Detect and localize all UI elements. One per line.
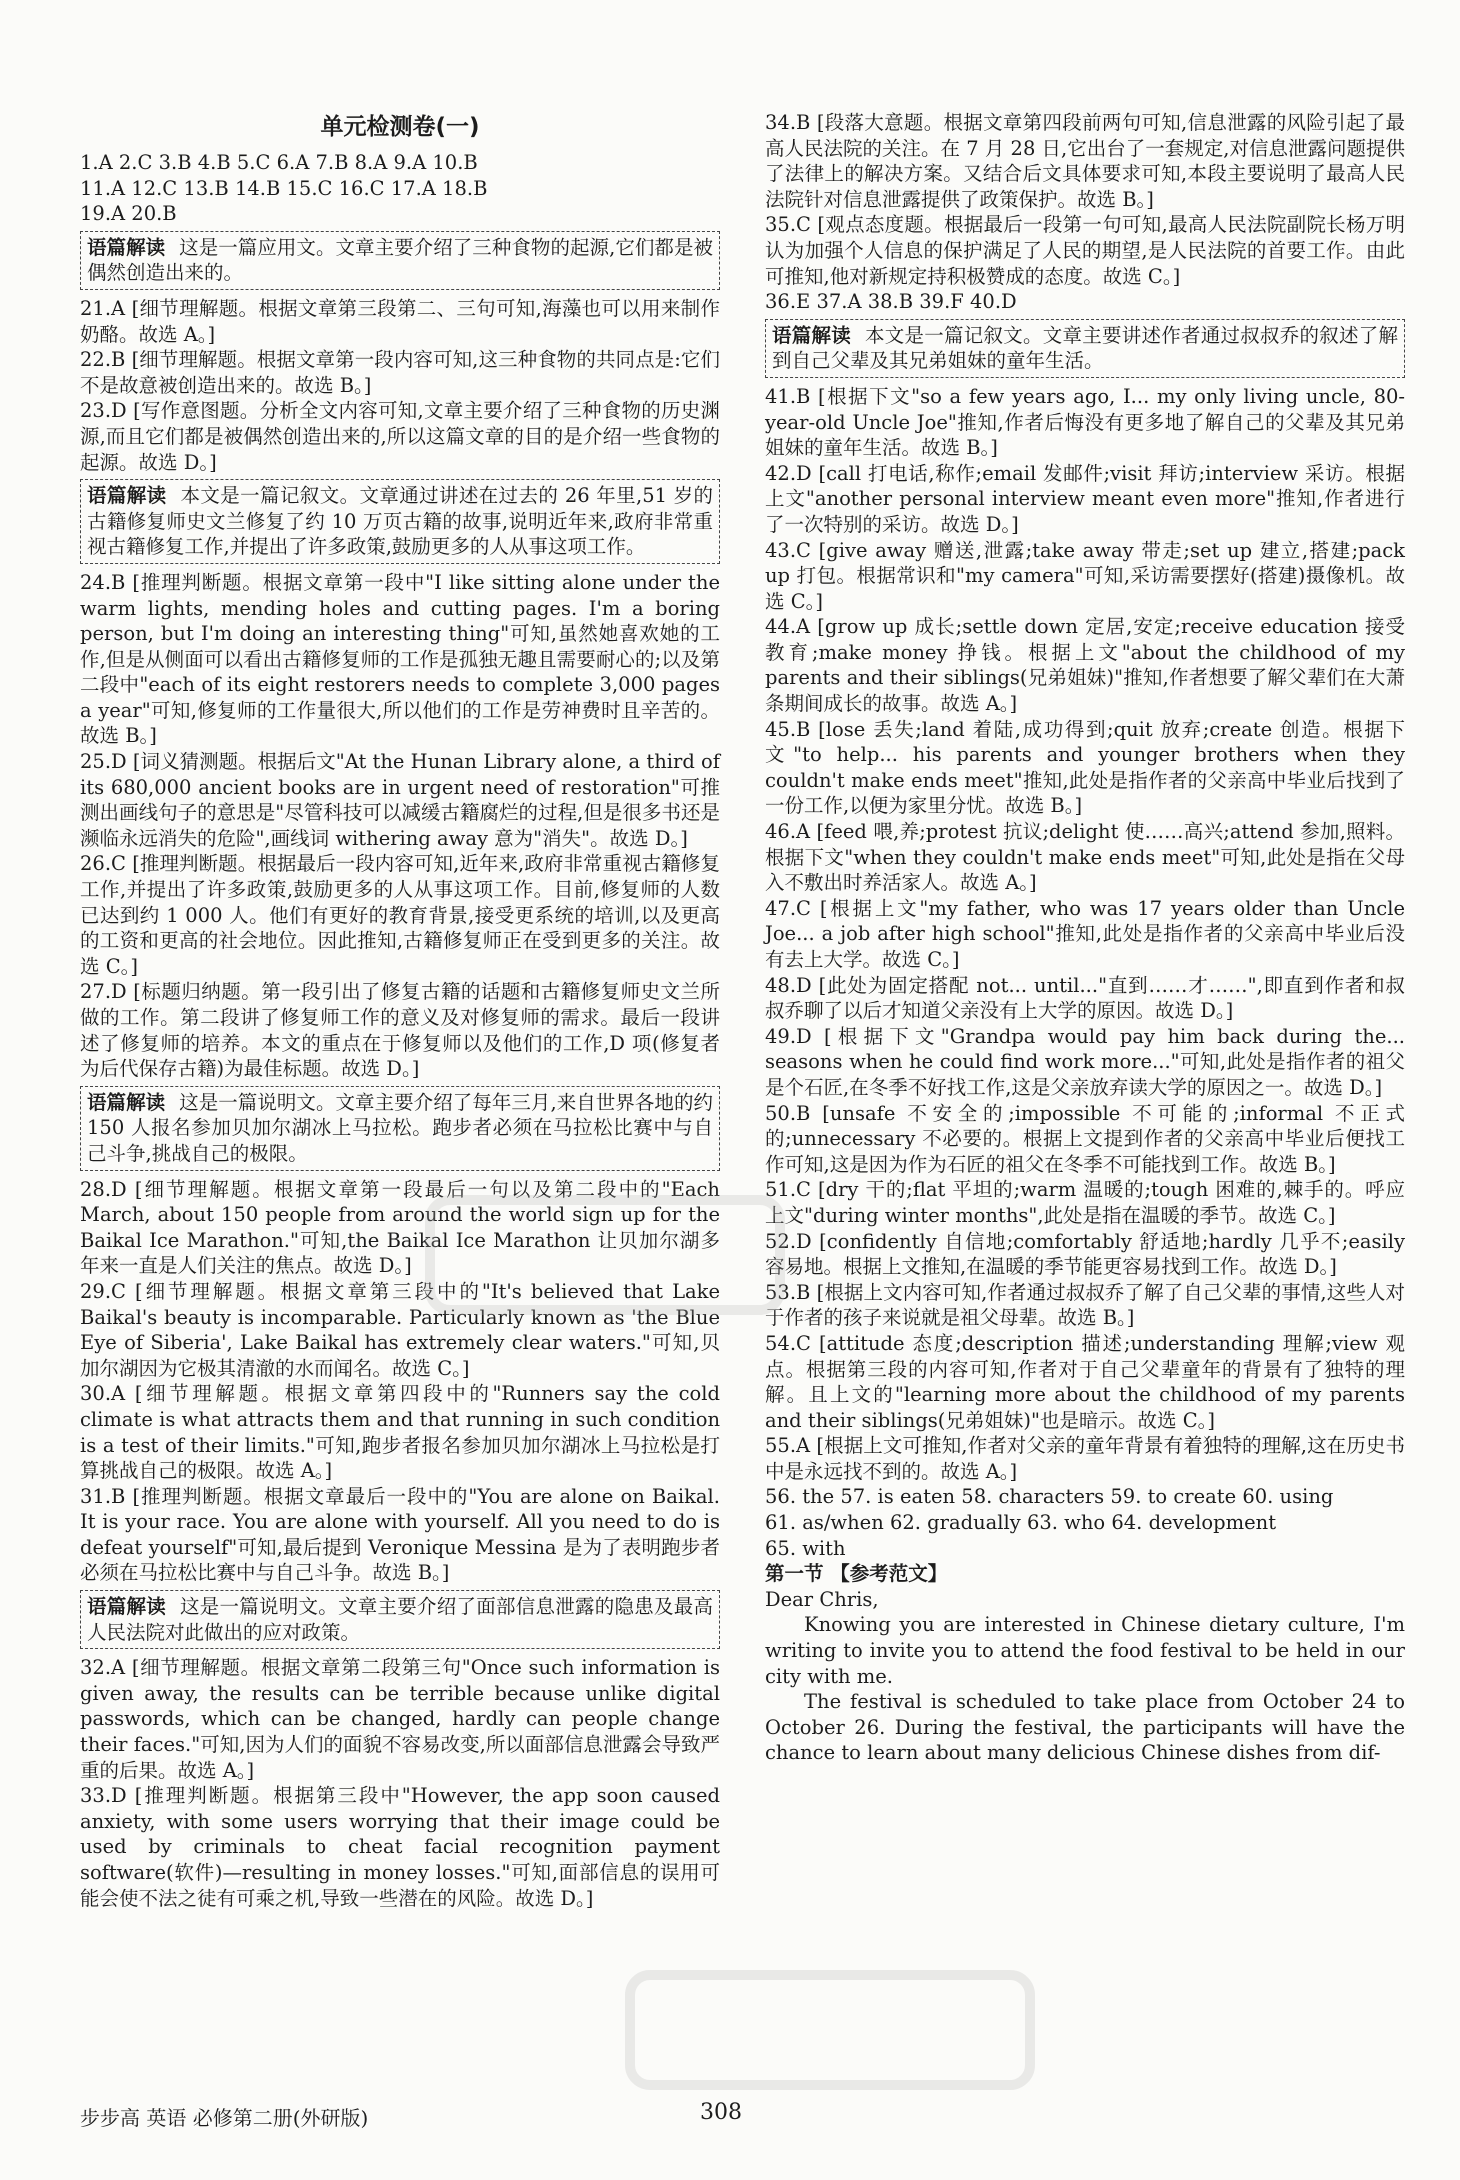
passage-summary-tag: 语篇解读	[87, 1595, 166, 1619]
answer-explanation: 44.A [grow up 成长;settle down 定居,安定;receive education 接受教育;make money 挣钱。根据上文"about the childhood of my parents and their siblings(兄弟姐妹)"推知,作者想要了解父辈们在大萧条期间成长的故事。故选 A。]	[765, 615, 1405, 716]
answer-explanation: 54.C [attitude 态度;description 描述;understanding 理解;view 观点。根据第三段的内容可知,作者对于自己父辈童年的背景有了独特的理解。且上文的"learning more about the childhood of my parents and their siblings(兄弟姐妹)"也是暗示。故选 C。]	[765, 1331, 1405, 1432]
passage-summary-tag: 语篇解读	[87, 1090, 166, 1114]
passage-summary-text: 这是一篇应用文。文章主要介绍了三种食物的起源,它们都是被偶然创造出来的。	[87, 235, 713, 285]
answer-explanation: 23.D [写作意图题。分析全文内容可知,文章主要介绍了三种食物的历史渊源,而且它们都是被偶然创造出来的,所以这篇文章的目的是介绍一些食物的起源。故选 D。]	[80, 399, 720, 474]
answer-explanation: 21.A [细节理解题。根据文章第三段第二、三句可知,海藻也可以用来制作奶酪。故选 A。]	[80, 296, 720, 346]
answer-explanation: 29.C [细节理解题。根据文章第三段中的"It's believed that Lake Baikal's beauty is incomparable. Particularly known as 'the Blue Eye of Siberia', Lake Baikal has extremely clear waters."可知,贝加尔湖因为它极其清澈的水而闻名。故选 C。]	[80, 1279, 720, 1380]
left-column	[80, 110, 720, 1911]
book-footer: 步步高 英语 必修第二册(外研版)	[80, 2106, 369, 2130]
answer-explanation: 35.C [观点态度题。根据最后一段第一句可知,最高人民法院副院长杨万明认为加强个人信息的保护满足了人民的期望,是人民法院的首要工作。由此可推知,他对新规定持积极赞成的态度。故选 C。]	[765, 213, 1405, 288]
passage-summary-text: 本文是一篇记叙文。文章通过讲述在过去的 26 年里,51 岁的古籍修复师史文兰修复了约 10 万页古籍的故事,说明近年来,政府非常重视古籍修复工作,并提出了许多政策,鼓励更多的人从事这项工作。	[87, 484, 713, 559]
passage-summary-text: 这是一篇说明文。文章主要介绍了面部信息泄露的隐患及最高人民法院对此做出的应对政策。	[87, 1595, 713, 1644]
answer-key-line: 61. as/when 62. gradually 63. who 64. development	[765, 1511, 1277, 1535]
letter-paragraph: The festival is scheduled to take place from October 24 to October 26. During the festival, the participants will have the chance to learn about many delicious Chinese dishes from dif-	[765, 1690, 1405, 1765]
answer-key-line: 19.A 20.B	[80, 202, 177, 226]
answer-explanation: 24.B [推理判断题。根据文章第一段中"I like sitting alone under the warm lights, mending holes and cutting pages. I'm a boring person, but I'm doing an interesting thing"可知,虽然她喜欢她的工作,但是从侧面可以看出古籍修复师的工作是孤独无趣且需要耐心的;以及第二段中"each of its eight restorers needs to complete 3,000 pages a year"可知,修复师的工作量很大,所以他们的工作是劳神费时且辛苦的。故选 B。]	[80, 570, 720, 748]
answer-explanation: 53.B [根据上文内容可知,作者通过叔叔乔了解了自己父辈的事情,这些人对于作者的孩子来说就是祖父母辈。故选 B。]	[765, 1280, 1405, 1330]
answer-key-line: 56. the 57. is eaten 58. characters 59. to create 60. using	[765, 1485, 1334, 1509]
right-column	[765, 110, 1405, 1766]
answer-explanation: 47.C [根据上文"my father, who was 17 years older than Uncle Joe... a job after high school"推知,此处是指作者的父亲高中毕业后没有去上大学。故选 C。]	[765, 896, 1405, 971]
answer-key-line: 11.A 12.C 13.B 14.B 15.C 16.C 17.A 18.B	[80, 176, 488, 200]
passage-summary-tag: 语篇解读	[87, 484, 167, 508]
answer-explanation: 26.C [推理判断题。根据最后一段内容可知,近年来,政府非常重视古籍修复工作,并提出了许多政策,鼓励更多的人从事这项工作。目前,修复师的人数已达到约 1 000 人。他们有更好的教育背景,接受更系统的培训,以及更高的工资和更高的社会地位。因此推知,古籍修复师正在受到更多的关注。故选 C。]	[80, 852, 720, 978]
watermark-graphic	[620, 1960, 1040, 2110]
answer-explanation: 52.D [confidently 自信地;comfortably 舒适地;hardly 几乎不;easily 容易地。根据上文推知,在温暖的季节能更容易找到工作。故选 D。]	[765, 1229, 1405, 1279]
passage-summary-box	[80, 479, 720, 564]
answer-key-line: 1.A 2.C 3.B 4.B 5.C 6.A 7.B 8.A 9.A 10.B	[80, 151, 478, 174]
answer-explanation: 28.D [细节理解题。根据文章第一段最后一句以及第二段中的"Each March, about 150 people from around the world sign up for the Baikal Ice Marathon."可知,the Baikal Ice Marathon 让贝加尔湖多年来一直是人们关注的焦点。故选 D。]	[80, 1177, 720, 1278]
passage-summary-tag: 语篇解读	[772, 323, 851, 347]
answer-key-line: 65. with	[765, 1536, 846, 1560]
answer-explanation: 50.B [unsafe 不安全的;impossible 不可能的;informal 不正式的;unnecessary 不必要的。根据上文提到作者的父亲高中毕业后便找工作可知,这是因为作为石匠的祖父在冬季不可能找到工作。故选 B。]	[765, 1101, 1405, 1176]
page-title: 单元检测卷(一)	[320, 114, 480, 140]
passage-summary-box	[765, 319, 1405, 378]
answer-explanation: 51.C [dry 干的;flat 平坦的;warm 温暖的;tough 困难的,棘手的。呼应上文"during winter months",此处是指在温暖的季节。故选 C。]	[765, 1178, 1405, 1227]
answer-explanation: 25.D [词义猜测题。根据后文"At the Hunan Library alone, a third of its 680,000 ancient books are in urgent need of restoration"可推测出画线句子的意思是"尽管科技可以减缓古籍腐烂的过程,但是很多书还是濒临永远消失的危险",画线词 withering away 意为"消失"。故选 D。]	[80, 750, 720, 850]
answer-explanation: 45.B [lose 丢失;land 着陆,成功得到;quit 放弃;create 创造。根据下文"to help... his parents and younger brothers when they couldn't make ends meet"推知,此处是指作者的父亲高中毕业后找到了一份工作,以便为家里分忧。故选 B。]	[765, 717, 1405, 818]
passage-summary-box	[80, 231, 720, 290]
letter-salutation: Dear Chris,	[765, 1587, 879, 1611]
answer-explanation: 30.A [细节理解题。根据文章第四段中的"Runners say the cold climate is what attracts them and that running in such condition is a test of their limits."可知,跑步者报名参加贝加尔湖冰上马拉松是打算挑战自己的极限。故选 A。]	[80, 1382, 720, 1483]
letter-paragraph: Knowing you are interested in Chinese dietary culture, I'm writing to invite you to attend the food festival to be held in our city with me.	[765, 1613, 1405, 1688]
passage-summary-box	[80, 1590, 720, 1649]
answer-explanation: 49.D [根据下文"Grandpa would pay him back during the... seasons when he could find work more..."可知,此处是指作者的祖父是个石匠,在冬季不好找工作,这是父亲放弃读大学的原因之一。故选 D。]	[765, 1024, 1405, 1099]
answer-explanation: 46.A [feed 喂,养;protest 抗议;delight 使……高兴;attend 参加,照料。根据下文"when they couldn't make ends meet"可知,此处是指在父母入不敷出时养活家人。故选 A。]	[765, 820, 1405, 895]
answer-explanation: 42.D [call 打电话,称作;email 发邮件;visit 拜访;interview 采访。根据上文"another personal interview meant even more"推知,作者进行了一次特别的采访。故选 D。]	[765, 461, 1405, 536]
answer-key-line: 36.E 37.A 38.B 39.F 40.D	[765, 290, 1017, 314]
answer-explanation: 41.B [根据下文"so a few years ago, I... my only living uncle, 80-year-old Uncle Joe"推知,作者后悔没有更多地了解自己的父辈及其兄弟姐妹的童年生活。故选 B。]	[765, 384, 1405, 460]
passage-summary-box	[80, 1086, 720, 1171]
answer-explanation: 31.B [推理判断题。根据文章最后一段中的"You are alone on Baikal. It is your race. You are alone with yourself. All you need to do is defeat yourself"可知,最后提到 Veronique Messina 是为了表明跑步者必须在马拉松比赛中与自己斗争。故选 B。]	[80, 1484, 720, 1585]
answer-explanation: 48.D [此处为固定搭配 not... until..."直到……才……",即直到作者和叔叔乔聊了以后才知道父亲没有上大学的原因。故选 D。]	[765, 973, 1405, 1023]
answer-explanation: 43.C [give away 赠送,泄露;take away 带走;set up 建立,搭建;pack up 打包。根据常识和"my camera"可知,采访需要摆好(搭建)摄像机。故选 C。]	[765, 538, 1405, 613]
answer-explanation: 32.A [细节理解题。根据文章第二段第三句"Once such information is given away, the results can be terrible because unlike digital passwords, which can be changed, hardly can people change their faces."可知,因为人们的面貌不容易改变,所以面部信息泄露会导致严重的后果。故选 A。]	[80, 1656, 720, 1782]
passage-summary-tag: 语篇解读	[87, 235, 166, 259]
answer-explanation: 34.B [段落大意题。根据文章第四段前两句可知,信息泄露的风险引起了最高人民法院的关注。在 7 月 28 日,它出台了一套规定,对信息泄露问题提供了法律上的解决方案。又结合后文具体要求可知,本段主要说明了最高人民法院针对信息泄露提供了政策保护。故选 B。]	[765, 111, 1405, 211]
answer-explanation: 27.D [标题归纳题。第一段引出了修复古籍的话题和古籍修复师史文兰所做的工作。第二段讲了修复师工作的意义及对修复师的需求。最后一段讲述了修复师的培养。本文的重点在于修复师以及他们的工作,D 项(修复者为后代保存古籍)为最佳标题。故选 D。]	[80, 980, 720, 1081]
passage-summary-text: 这是一篇说明文。文章主要介绍了每年三月,来自世界各地的约 150 人报名参加贝加尔湖冰上马拉松。跑步者必须在马拉松比赛中与自己斗争,挑战自己的极限。	[87, 1090, 713, 1165]
answer-explanation: 33.D [推理判断题。根据第三段中"However, the app soon caused anxiety, with some users worrying that their image could be used by criminals to cheat facial recognition payment software(软件)—resulting in money losses."可知,面部信息的误用可能会使不法之徒有可乘之机,导致一些潜在的风险。故选 D。]	[80, 1784, 720, 1910]
section-heading: 第一节 【参考范文】	[765, 1562, 948, 1586]
answer-explanation: 55.A [根据上文可推知,作者对父亲的童年背景有着独特的理解,这在历史书中是永远找不到的。故选 A。]	[765, 1434, 1405, 1483]
page-number: 308	[700, 2100, 742, 2125]
passage-summary-text: 本文是一篇记叙文。文章主要讲述作者通过叔叔乔的叙述了解到自己父辈及其兄弟姐妹的童年生活。	[772, 323, 1398, 373]
answer-explanation: 22.B [细节理解题。根据文章第一段内容可知,这三种食物的共同点是:它们不是故意被创造出来的。故选 B。]	[80, 348, 720, 397]
